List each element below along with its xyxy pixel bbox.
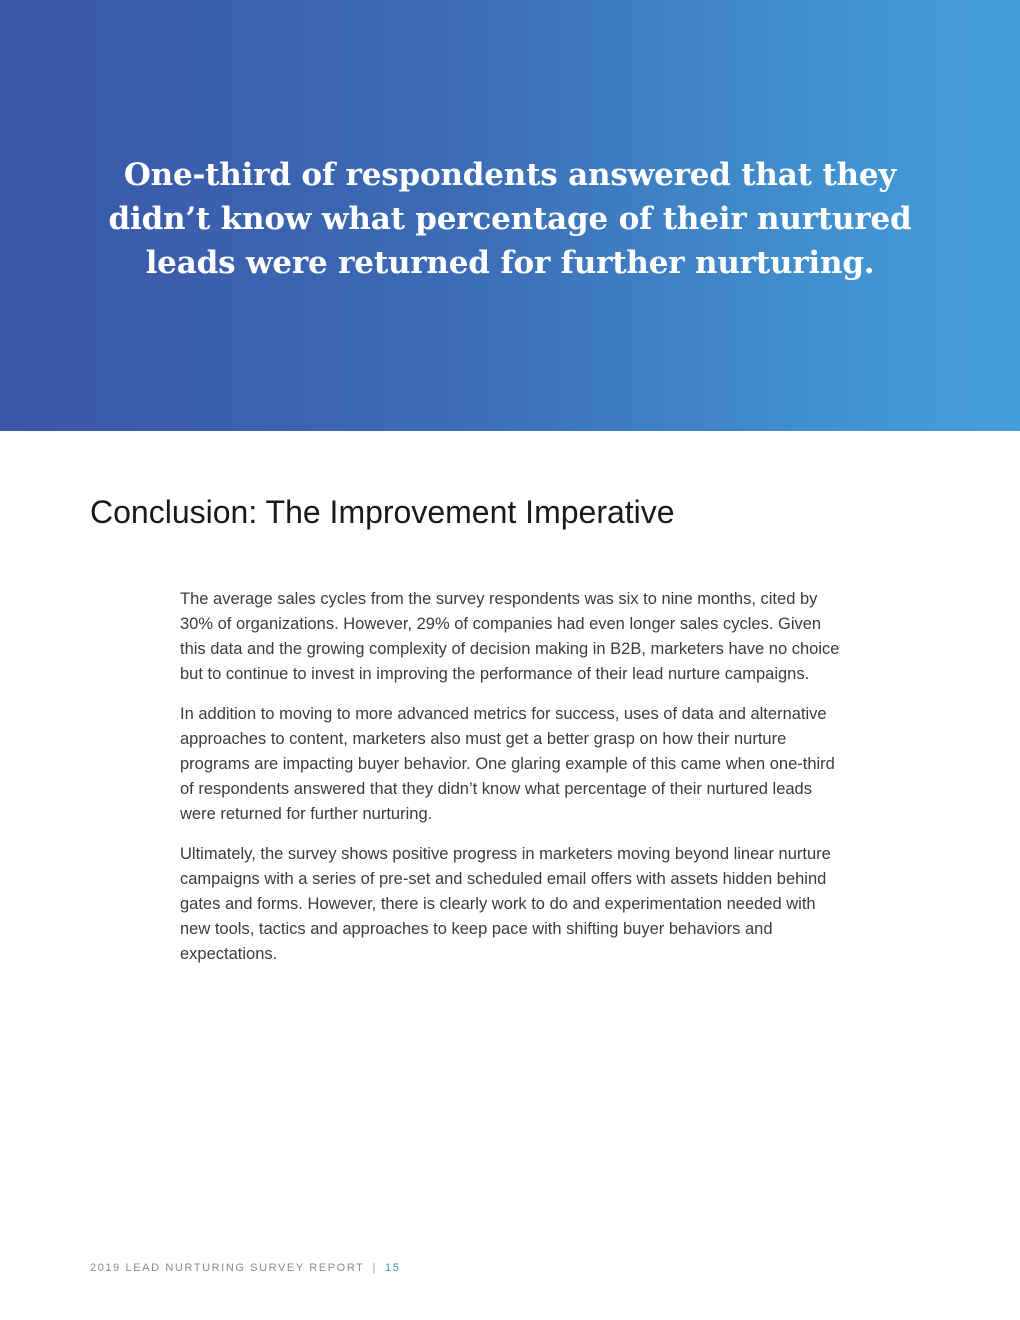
paragraph-1: The average sales cycles from the survey respondents was six to nine months, cited by 30% of organizations. However, 29% of companies had even longer sales cycles. Given this data and the growing complexity of decision making in B2B, marketers have no choice but to continue to invest in improving the performance of their lead nurture campaigns.: [180, 590, 840, 683]
paragraph-2: In addition to moving to more advanced metrics for success, uses of data and alternative approaches to content, marketers also must get a better grasp on how their nurture programs are impacting buyer behavior. One glaring example of this came when one-third of respondents answered that they didn’t know what percentage of their nurtured leads were returned for further nurturing.: [180, 705, 835, 823]
pull-quote: One-third of respondents answered that they didn’t know what percentage of their nurtured leads were returned for further nurturing.: [108, 157, 912, 281]
body-text: [180, 587, 845, 982]
footer-separator: |: [372, 1262, 377, 1274]
page-footer: [90, 1262, 400, 1274]
section-title: Conclusion: The Improvement Imperative: [90, 494, 675, 530]
page-number: 15: [384, 1262, 401, 1274]
paragraph-3: Ultimately, the survey shows positive progress in marketers moving beyond linear nurture campaigns with a series of pre-set and scheduled email offers with assets hidden behind gates and forms. However, there is clearly work to do and experimentation needed with new tools, tactics and approaches to keep pace with shifting buyer behaviors and expectations.: [180, 845, 831, 963]
footer-report-name: 2019 LEAD NURTURING SURVEY REPORT: [90, 1262, 365, 1274]
hero-banner: [0, 0, 1020, 431]
